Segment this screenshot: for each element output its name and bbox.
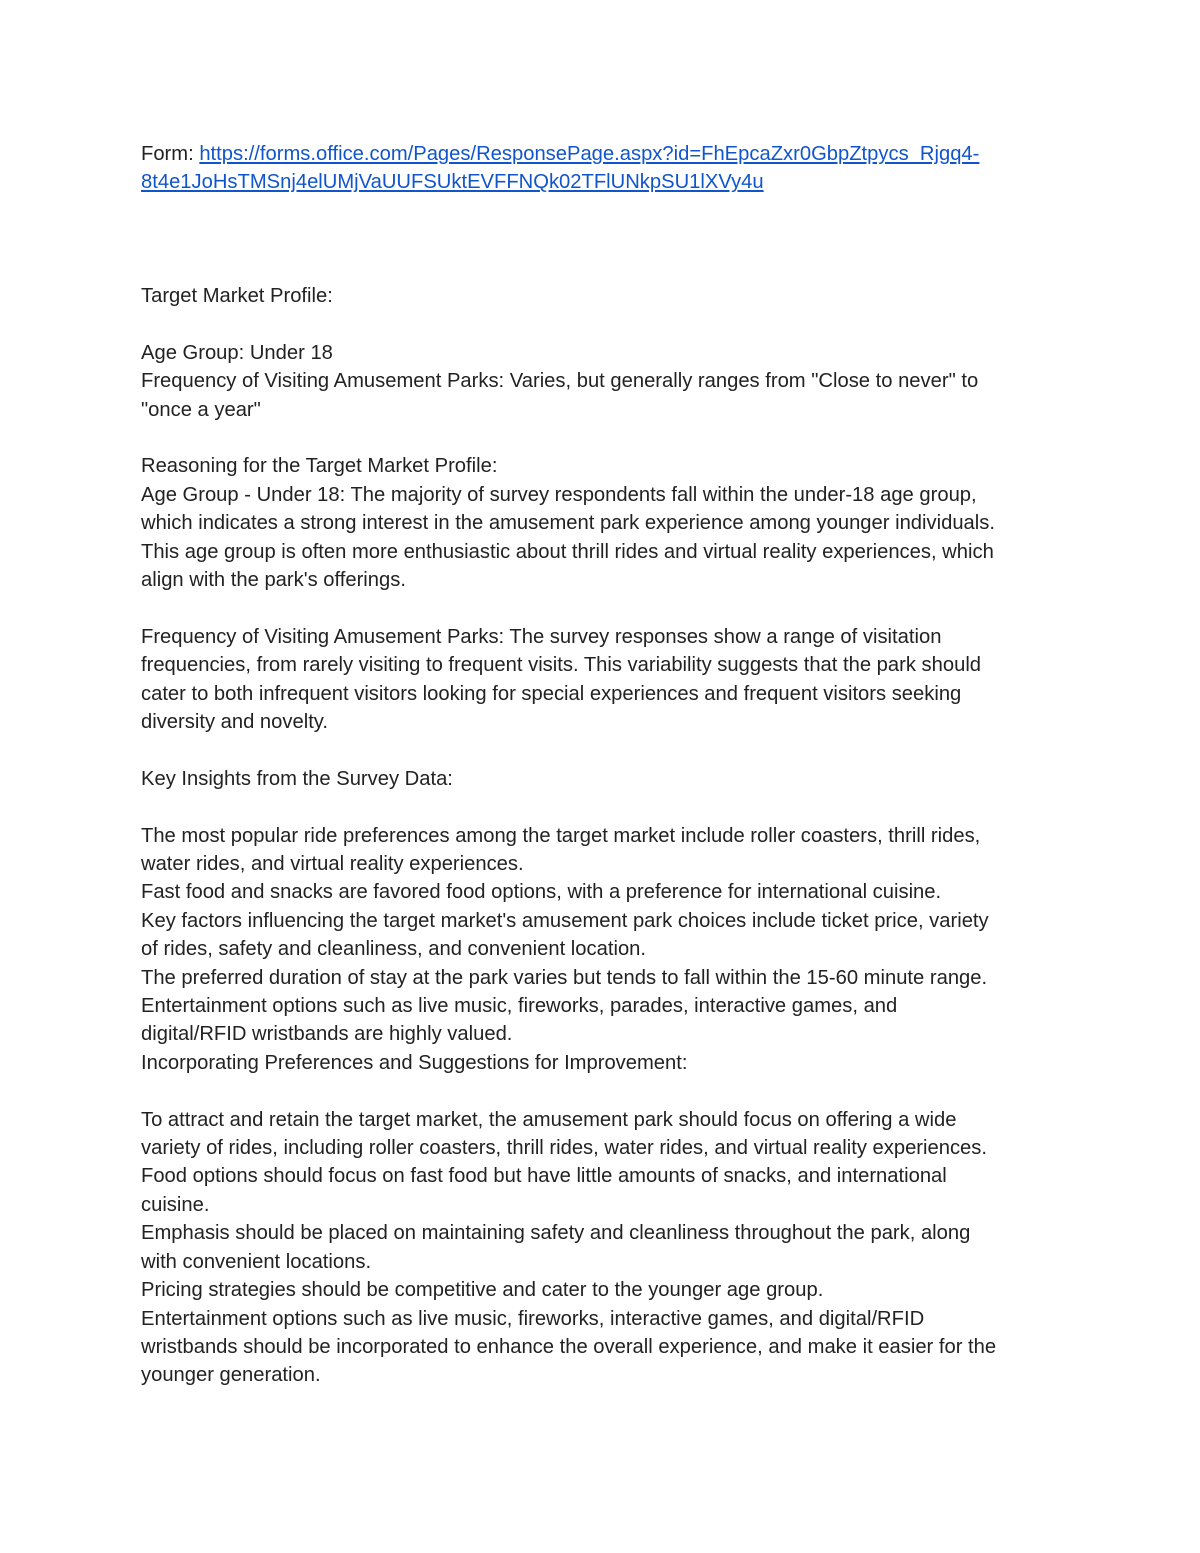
recommendation-line: Food options should focus on fast food but have little amounts of snacks, and international [141,1165,947,1188]
spacer [141,736,1066,764]
insight-line: digital/RFID wristbands are highly valued. [141,1023,513,1046]
frequency-line-1: Frequency of Visiting Amusement Parks: Varies, but generally ranges from "Close to never" to [141,370,979,393]
recommendation-line: cuisine. [141,1193,210,1216]
recommendation-line: variety of rides, including roller coasters, thrill rides, water rides, and virtual reality experiences. [141,1137,987,1160]
frequency-line-2: "once a year" [141,398,261,421]
insight-line: water rides, and virtual reality experiences. [141,853,524,876]
spacer [141,1077,1066,1105]
target-market-heading: Target Market Profile: [141,284,333,307]
recommendation-line: Emphasis should be placed on maintaining safety and cleanliness throughout the park, along [141,1222,971,1245]
reasoning-frequency-line: Frequency of Visiting Amusement Parks: The survey responses show a range of visitation [141,625,942,648]
spacer [141,254,1066,282]
form-link[interactable]: https://forms.office.com/Pages/ResponsePage.aspx?id=FhEpcaZxr0GbpZtpycs_Rjgq4- [199,143,980,165]
recommendation-line: younger generation. [141,1364,321,1387]
reasoning-age-line: which indicates a strong interest in the amusement park experience among younger individuals. [141,512,995,535]
spacer [141,225,1066,253]
spacer [141,310,1066,338]
insight-line: Key factors influencing the target market's amusement park choices include ticket price, variety [141,909,989,932]
recommendation-line: wristbands should be incorporated to enhance the overall experience, and make it easier for the [141,1335,997,1358]
form-link-block [141,140,1066,197]
insight-line: Entertainment options such as live music, fireworks, parades, interactive games, and [141,995,898,1018]
age-group-line: Age Group: Under 18 [141,341,333,364]
spacer [141,197,1066,225]
spacer [141,793,1066,821]
spacer [141,424,1066,452]
recommendation-line: To attract and retain the target market, the amusement park should focus on offering a wide [141,1108,957,1131]
reasoning-age-line: align with the park's offerings. [141,569,406,592]
reasoning-frequency-line: cater to both infrequent visitors looking for special experiences and frequent visitors seeking [141,682,962,705]
insights-heading: Key Insights from the Survey Data: [141,767,453,790]
insight-line: of rides, safety and cleanliness, and convenient location. [141,938,647,961]
form-label: Form: [141,143,200,165]
improvement-heading: Incorporating Preferences and Suggestions for Improvement: [141,1051,688,1074]
insight-line: Fast food and snacks are favored food options, with a preference for international cuisine. [141,881,942,904]
reasoning-age-line: This age group is often more enthusiastic about thrill rides and virtual reality experiences, which [141,540,994,563]
reasoning-frequency-line: frequencies, from rarely visiting to frequent visits. This variability suggests that the park should [141,654,982,677]
spacer [141,594,1066,622]
reasoning-frequency-line: diversity and novelty. [141,711,329,734]
reasoning-age-line: Age Group - Under 18: The majority of survey respondents fall within the under-18 age group, [141,483,977,506]
insight-line: The preferred duration of stay at the park varies but tends to fall within the 15-60 minute range. [141,966,988,989]
recommendation-line: Entertainment options such as live music, fireworks, interactive games, and digital/RFID [141,1307,925,1330]
recommendation-line: with convenient locations. [141,1250,372,1273]
insight-line: The most popular ride preferences among the target market include roller coasters, thrill rides, [141,824,981,847]
reasoning-heading: Reasoning for the Target Market Profile: [141,455,498,478]
form-line-1 [141,140,1066,168]
recommendation-line: Pricing strategies should be competitive and cater to the younger age group. [141,1279,824,1302]
document-page [141,140,1066,1390]
form-link-continued[interactable]: 8t4e1JoHsTMSnj4elUMjVaUUFSUktEVFFNQk02TFlUNkpSU1lXVy4u [141,171,764,194]
